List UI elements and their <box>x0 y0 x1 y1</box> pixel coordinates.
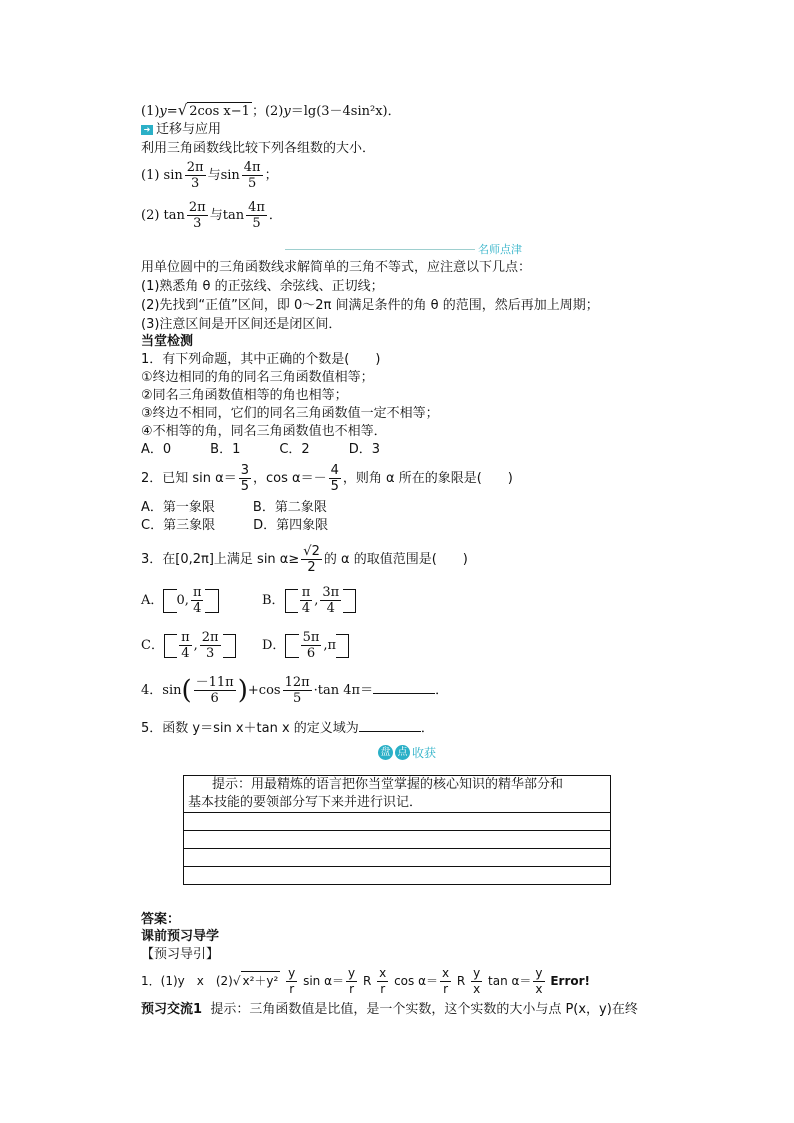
problem-3-option-c: C． $\frac{\pi}{4}$ , $\frac{2\pi}{3}$ <box>141 630 236 661</box>
problem-2-options-row1: A．第一象限 B．第二象限 <box>141 500 327 515</box>
summary-hint-line: 基本技能的要领部分写下来并进行识记． <box>188 795 423 810</box>
answer-preview-exchange-1: 预习交流1 提示：三角函数值是比值，是一个实数，这个实数的大小与点 P(x，y)在终 <box>141 1002 638 1017</box>
problem-3-option-a: A． 0, $\frac{\pi}{4}$ <box>141 585 219 616</box>
problem-3-option-d: D． $\frac{5\pi}{6}$ ,π <box>262 630 349 661</box>
tip-line: (2)先找到“正值”区间，即 0～2π 间满足条件的角 θ 的范围，然后再加上周期； <box>141 298 599 313</box>
problem-1-item: ③终边不相同，它们的同名三角函数值一定不相等； <box>141 406 439 421</box>
summary-writing-row[interactable] <box>184 831 611 849</box>
divider-line <box>285 249 475 250</box>
problem-3-stem: 3．在[0,2π]上满足 sin α≥ $\frac{√2}{2}$ 的 α 的取值范围是( ) <box>141 544 468 575</box>
tip-line: (1)熟悉角 θ 的正弦线、余弦线、正切线； <box>141 279 384 294</box>
problem-1-item: ④不相等的角，同名三角函数值也不相等． <box>141 424 387 439</box>
summary-hint-cell <box>184 776 611 813</box>
section-transfer-heading: ➜ 迁移与应用 <box>141 121 221 139</box>
summary-table <box>183 775 611 885</box>
summary-writing-row[interactable] <box>184 867 611 885</box>
pre-study-title: 课前预习导学 <box>141 929 220 944</box>
summary-writing-row[interactable] <box>184 813 611 831</box>
answers-title: 答案： <box>141 912 181 927</box>
problem-5: 5．函数 y＝sin x＋tan x 的定义域为 ． <box>141 721 434 736</box>
pre-study-subtitle: 【预习导引】 <box>141 947 220 962</box>
tip-line: 用单位圆中的三角函数线求解简单的三角不等式，应注意以下几点： <box>141 260 532 275</box>
exercise-functions-line: (1)y=√ 2cos x−1 ；(2)y＝lg(3－4sin²x)． <box>141 101 401 119</box>
problem-2-options-row2: C．第三象限 D．第四象限 <box>141 518 329 533</box>
compare-q1: (1) sin $\frac{2\pi}{3}$ 与sin $\frac{4\pi}{5}$ ； <box>141 160 278 191</box>
problem-1-item: ①终边相同的角的同名三角函数值相等； <box>141 370 374 385</box>
summary-badge-char: 盘 <box>378 745 393 760</box>
tip-line: (3)注意区间是开区间还是闭区间． <box>141 317 342 332</box>
compare-intro: 利用三角函数线比较下列各组数的大小． <box>141 141 376 156</box>
problem-4: 4．sin( $\frac{-11\pi}{6}$ )+cos $\frac{12\pi}{5}$ ·tan 4π＝ ． <box>141 675 449 706</box>
problem-1-stem: 1．有下列命题，其中正确的个数是( ) <box>141 352 381 367</box>
problem-3-option-b: B． $\frac{\pi}{4}$ , $\frac{3\pi}{4}$ <box>262 585 356 616</box>
problem-1-item: ②同名三角函数值相等的角也相等； <box>141 388 348 403</box>
divider-badge: 名师点津 <box>478 243 522 256</box>
problem-1-options: A．0 B．1 C．2 D．3 <box>141 442 380 457</box>
arrow-icon: ➜ <box>141 125 153 135</box>
problem-2-stem: 2．已知 sin α＝ $\frac{3}{5}$ ，cos α＝－ $\frac{4}{5}$ ，则角 α 所在的象限是( ) <box>141 463 513 494</box>
summary-hint-line: 提示：用最精炼的语言把你当堂掌握的核心知识的精华部分和 <box>212 777 564 792</box>
compare-q2: (2) tan $\frac{2\pi}{3}$ 与tan $\frac{4\pi}{5}$ ． <box>141 200 282 231</box>
summary-badge-text: 收获 <box>412 746 437 760</box>
check-title: 当堂检测 <box>141 334 194 349</box>
answer-blank[interactable] <box>373 681 435 694</box>
summary-writing-row[interactable] <box>184 849 611 867</box>
answer-1: 1．(1)y x (2)√ x²＋y² $\frac{y}{r}$ sin α＝ $\frac{y}{r}$ R $\frac{x}{r}$ cos α＝ $\frac{x}{r}$ R $\frac{y}{x}$ tan α＝ $\frac{y}{x}$ Error! <box>141 966 591 996</box>
summary-badge <box>378 744 436 761</box>
answer-blank[interactable] <box>359 719 421 732</box>
summary-badge-char: 点 <box>395 745 410 760</box>
